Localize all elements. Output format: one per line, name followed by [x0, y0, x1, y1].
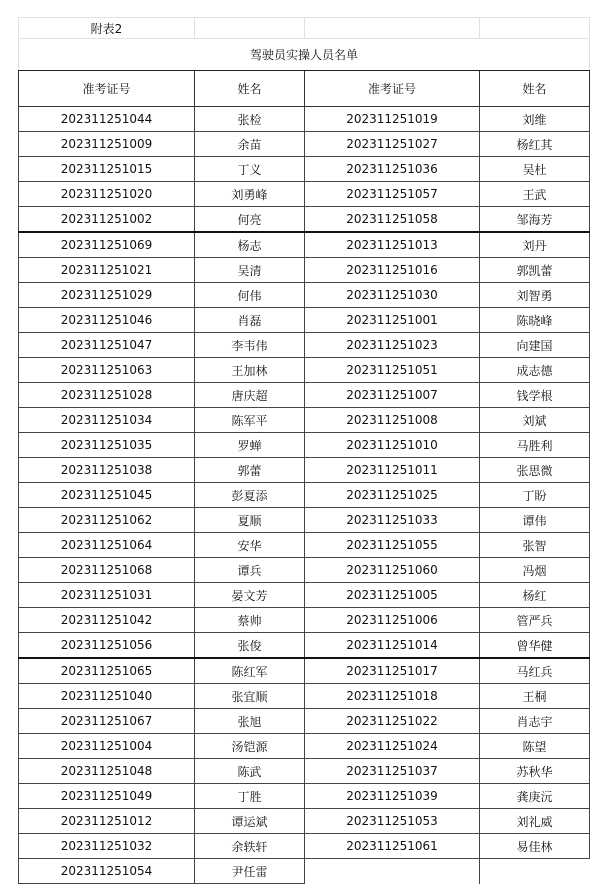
exam-id-cell: 202311251053 — [305, 809, 480, 834]
table-row — [19, 809, 590, 834]
exam-id-cell: 202311251014 — [305, 633, 480, 659]
exam-id-cell: 202311251033 — [305, 508, 480, 533]
table-row — [19, 608, 590, 633]
name-cell: 晏文芳 — [195, 583, 305, 608]
table-row — [19, 308, 590, 333]
name-cell: 吴清 — [195, 258, 305, 283]
name-cell: 安华 — [195, 533, 305, 558]
name-cell: 丁胜 — [195, 784, 305, 809]
name-cell: 管严兵 — [480, 608, 590, 633]
name-cell: 刘智勇 — [480, 283, 590, 308]
name-cell: 张旭 — [195, 709, 305, 734]
exam-id-cell: 202311251034 — [19, 408, 195, 433]
exam-id-cell: 202311251027 — [305, 132, 480, 157]
name-cell: 罗蝉 — [195, 433, 305, 458]
exam-id-cell: 202311251037 — [305, 759, 480, 784]
name-cell: 王加林 — [195, 358, 305, 383]
name-cell: 谭伟 — [480, 508, 590, 533]
exam-id-cell: 202311251016 — [305, 258, 480, 283]
table-row — [19, 207, 590, 233]
exam-id-cell: 202311251002 — [19, 207, 195, 233]
column-header-exam-id: 准考证号 — [305, 71, 480, 107]
exam-id-cell: 202311251054 — [19, 859, 195, 884]
exam-id-cell: 202311251035 — [19, 433, 195, 458]
exam-id-cell: 202311251047 — [19, 333, 195, 358]
name-cell: 谭运斌 — [195, 809, 305, 834]
name-cell: 丁义 — [195, 157, 305, 182]
name-cell: 刘斌 — [480, 408, 590, 433]
name-cell: 何亮 — [195, 207, 305, 233]
name-cell: 肖磊 — [195, 308, 305, 333]
name-cell: 蔡帅 — [195, 608, 305, 633]
table-row — [19, 107, 590, 132]
exam-id-cell: 202311251009 — [19, 132, 195, 157]
name-cell: 肖志宇 — [480, 709, 590, 734]
table-row — [19, 759, 590, 784]
table-row — [19, 483, 590, 508]
exam-id-cell: 202311251008 — [305, 408, 480, 433]
exam-id-cell: 202311251065 — [19, 658, 195, 684]
exam-id-cell: 202311251057 — [305, 182, 480, 207]
name-cell: 郭蕾 — [195, 458, 305, 483]
table-row — [19, 383, 590, 408]
name-cell: 汤铠源 — [195, 734, 305, 759]
exam-id-cell: 202311251056 — [19, 633, 195, 659]
table-row — [19, 182, 590, 207]
exam-id-cell: 202311251048 — [19, 759, 195, 784]
exam-id-cell: 202311251064 — [19, 533, 195, 558]
name-cell: 王武 — [480, 182, 590, 207]
column-header-exam-id: 准考证号 — [19, 71, 195, 107]
sheet-title: 驾驶员实操人员名单 — [19, 39, 590, 71]
empty-cell — [195, 18, 305, 39]
exam-id-cell: 202311251036 — [305, 157, 480, 182]
name-cell: 丁盼 — [480, 483, 590, 508]
exam-id-cell: 202311251020 — [19, 182, 195, 207]
exam-id-cell: 202311251061 — [305, 834, 480, 859]
table-row — [19, 633, 590, 659]
empty-cell — [480, 18, 590, 39]
exam-id-cell: 202311251005 — [305, 583, 480, 608]
table-row — [19, 533, 590, 558]
exam-id-cell: 202311251001 — [305, 308, 480, 333]
exam-id-cell: 202311251011 — [305, 458, 480, 483]
table-row — [19, 232, 590, 258]
table-row — [19, 583, 590, 608]
roster-table-body — [19, 18, 590, 884]
name-cell: 杨红其 — [480, 132, 590, 157]
name-cell: 何伟 — [195, 283, 305, 308]
name-cell: 易佳林 — [480, 834, 590, 859]
table-row — [19, 658, 590, 684]
name-cell: 刘维 — [480, 107, 590, 132]
table-row — [19, 157, 590, 182]
table-row — [19, 333, 590, 358]
exam-id-cell: 202311251006 — [305, 608, 480, 633]
exam-id-cell: 202311251055 — [305, 533, 480, 558]
table-row — [19, 784, 590, 809]
name-cell: 杨志 — [195, 232, 305, 258]
name-cell: 杨红 — [480, 583, 590, 608]
appendix-note: 附表2 — [19, 18, 195, 39]
table-row — [19, 433, 590, 458]
table-row — [19, 709, 590, 734]
name-cell: 唐庆超 — [195, 383, 305, 408]
name-cell: 郭凯蕾 — [480, 258, 590, 283]
table-row — [19, 834, 590, 859]
name-cell: 王桐 — [480, 684, 590, 709]
name-cell: 张俊 — [195, 633, 305, 659]
name-cell: 张宜顺 — [195, 684, 305, 709]
exam-id-cell: 202311251068 — [19, 558, 195, 583]
exam-id-cell: 202311251015 — [19, 157, 195, 182]
exam-id-cell: 202311251031 — [19, 583, 195, 608]
exam-id-cell: 202311251022 — [305, 709, 480, 734]
name-cell: 尹任雷 — [195, 859, 305, 884]
exam-id-cell: 202311251060 — [305, 558, 480, 583]
exam-id-cell: 202311251044 — [19, 107, 195, 132]
exam-id-cell: 202311251030 — [305, 283, 480, 308]
name-cell: 马红兵 — [480, 658, 590, 684]
empty-cell — [480, 859, 590, 884]
column-header-name: 姓名 — [195, 71, 305, 107]
exam-id-cell: 202311251051 — [305, 358, 480, 383]
exam-id-cell: 202311251039 — [305, 784, 480, 809]
name-cell: 马胜利 — [480, 433, 590, 458]
exam-id-cell: 202311251025 — [305, 483, 480, 508]
table-row — [19, 258, 590, 283]
exam-id-cell: 202311251063 — [19, 358, 195, 383]
name-cell: 刘礼威 — [480, 809, 590, 834]
exam-id-cell: 202311251058 — [305, 207, 480, 233]
name-cell: 余苗 — [195, 132, 305, 157]
name-cell: 向建国 — [480, 333, 590, 358]
name-cell: 彭夏添 — [195, 483, 305, 508]
exam-id-cell: 202311251004 — [19, 734, 195, 759]
title-row — [19, 39, 590, 71]
table-row — [19, 558, 590, 583]
table-row — [19, 734, 590, 759]
exam-id-cell: 202311251010 — [305, 433, 480, 458]
empty-cell — [305, 18, 480, 39]
name-cell: 刘勇峰 — [195, 182, 305, 207]
name-cell: 陈武 — [195, 759, 305, 784]
exam-id-cell: 202311251040 — [19, 684, 195, 709]
name-cell: 张智 — [480, 533, 590, 558]
exam-id-cell: 202311251007 — [305, 383, 480, 408]
exam-id-cell: 202311251038 — [19, 458, 195, 483]
exam-id-cell: 202311251012 — [19, 809, 195, 834]
exam-id-cell: 202311251028 — [19, 383, 195, 408]
exam-id-cell: 202311251042 — [19, 608, 195, 633]
name-cell: 余轶轩 — [195, 834, 305, 859]
exam-id-cell: 202311251018 — [305, 684, 480, 709]
exam-id-cell: 202311251021 — [19, 258, 195, 283]
name-cell: 冯烟 — [480, 558, 590, 583]
name-cell: 邹海芳 — [480, 207, 590, 233]
exam-id-cell: 202311251024 — [305, 734, 480, 759]
name-cell: 李韦伟 — [195, 333, 305, 358]
exam-id-cell: 202311251067 — [19, 709, 195, 734]
exam-id-cell: 202311251019 — [305, 107, 480, 132]
table-row — [19, 458, 590, 483]
name-cell: 曾华健 — [480, 633, 590, 659]
note-row — [19, 18, 590, 39]
name-cell: 谭兵 — [195, 558, 305, 583]
name-cell: 成志德 — [480, 358, 590, 383]
table-row — [19, 408, 590, 433]
exam-id-cell: 202311251017 — [305, 658, 480, 684]
name-cell: 张思微 — [480, 458, 590, 483]
name-cell: 陈晓峰 — [480, 308, 590, 333]
exam-id-cell: 202311251023 — [305, 333, 480, 358]
exam-id-cell: 202311251062 — [19, 508, 195, 533]
name-cell: 陈望 — [480, 734, 590, 759]
name-cell: 刘丹 — [480, 232, 590, 258]
name-cell: 苏秋华 — [480, 759, 590, 784]
table-row — [19, 132, 590, 157]
exam-id-cell: 202311251046 — [19, 308, 195, 333]
name-cell: 陈红军 — [195, 658, 305, 684]
name-cell: 吴杜 — [480, 157, 590, 182]
name-cell: 龚庚沅 — [480, 784, 590, 809]
name-cell: 张检 — [195, 107, 305, 132]
table-row — [19, 508, 590, 533]
exam-id-cell: 202311251032 — [19, 834, 195, 859]
column-header-name: 姓名 — [480, 71, 590, 107]
table-row — [19, 859, 590, 884]
exam-id-cell: 202311251069 — [19, 232, 195, 258]
exam-id-cell: 202311251013 — [305, 232, 480, 258]
roster-table — [18, 17, 590, 884]
table-row — [19, 358, 590, 383]
exam-id-cell: 202311251049 — [19, 784, 195, 809]
exam-id-cell: 202311251045 — [19, 483, 195, 508]
header-row — [19, 71, 590, 107]
exam-id-cell: 202311251029 — [19, 283, 195, 308]
table-row — [19, 684, 590, 709]
name-cell: 陈军平 — [195, 408, 305, 433]
empty-cell — [305, 859, 480, 884]
table-row — [19, 283, 590, 308]
name-cell: 钱学根 — [480, 383, 590, 408]
name-cell: 夏顺 — [195, 508, 305, 533]
